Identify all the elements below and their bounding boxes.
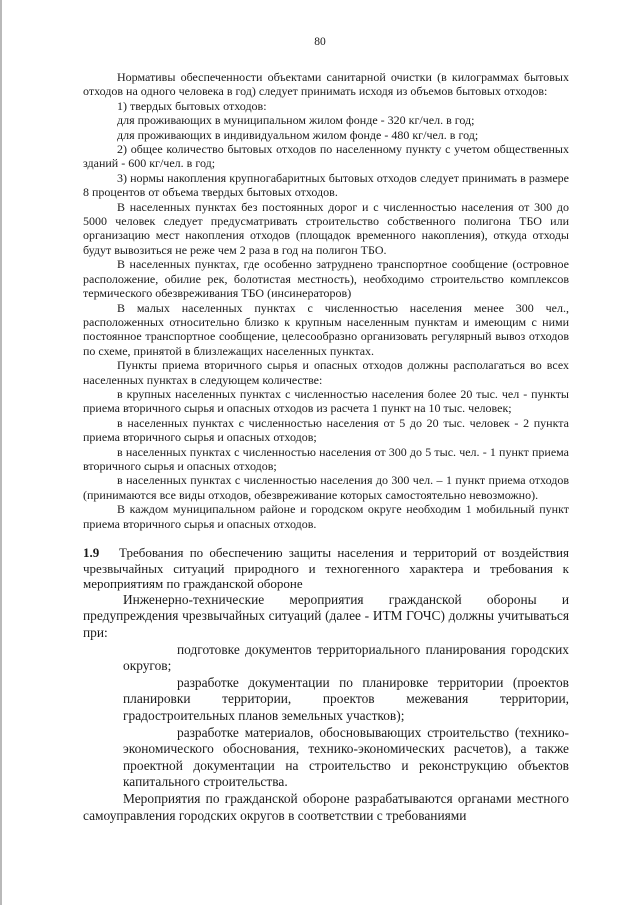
document-body — [83, 70, 569, 824]
list-item: 1) твердых бытовых отходов: — [117, 98, 267, 113]
list-item: 2) общее количество бытовых отходов по населенному пункту с учетом общественных зданий - 600 кг/чел. в год; — [83, 142, 569, 171]
section-title: Требования по обеспечению защиты населения и территорий от воздействия чрезвычайных ситуаций природного и техногенного характера и требования к мероприятиям по гражданской обороне — [83, 545, 569, 592]
paragraph: Пункты приема вторичного сырья и опасных отходов должны располагаться во всех населенных пунктах в следующем количестве: — [83, 358, 569, 387]
section-heading — [83, 545, 569, 592]
page-number: 80 — [314, 36, 326, 48]
list-item: 3) нормы накопления крупногабаритных бытовых отходов следует принимать в размере 8 процентов от объема твердых бытовых отходов. — [83, 170, 569, 200]
list-item: в населенных пунктах с численностью населения до 300 чел. – 1 пункт приема отходов (принимаются все виды отходов, обезвреживание которых самостоятельно невозможно). — [83, 473, 569, 502]
list-item: в населенных пунктах с численностью населения от 300 до 5 тыс. чел. - 1 пункт приема вторичного сырья и опасных отходов; — [83, 444, 569, 473]
section-number: 1.9 — [83, 545, 100, 560]
paragraph: Мероприятия по гражданской обороне разрабатываются органами местного самоуправления городских округов в соответствии с требованиями — [83, 790, 569, 823]
paragraph: В населенных пунктах, где особенно затруднено транспортное сообщение (островное расположение, обилие рек, болотистая местность), необходимо строительство комплексов термического обезвреживания ТБО (инсинераторов) — [83, 257, 569, 301]
paragraph: Нормативы обеспеченности объектами санитарной очистки (в килограммах бытовых отходов на одного человека в год) следует принимать исходя из объемов бытовых отходов: — [83, 70, 569, 99]
scan-edge — [0, 0, 2, 905]
list-item: в крупных населенных пунктах с численностью населения более 20 тыс. чел - пункты приема вторичного сырья и опасных отходов из расчета 1 пункт на 10 тыс. человек; — [83, 386, 569, 416]
list-item: подготовке документов территориального планирования городских округов; — [123, 641, 569, 674]
paragraph: Инженерно-технические мероприятия гражданской обороны и предупреждения чрезвычайных ситуаций (далее - ИТМ ГОЧС) должны учитываться при: — [83, 591, 569, 640]
list-item: для проживающих в муниципальном жилом фонде - 320 кг/чел. в год; — [117, 113, 475, 128]
paragraph: В малых населенных пунктах с численностью населения менее 300 чел., расположенных относительно близко к крупным населенным пунктам и имеющим с ними постоянное транспортное сообщение, целесообразно организовать регулярный вывоз отходов по схеме, принятой в близлежащих населенных пунктах. — [83, 300, 569, 358]
paragraph: В каждом муниципальном районе и городском округе необходим 1 мобильный пункт приема вторичного сырья и опасных отходов. — [83, 502, 569, 531]
list-item: для проживающих в индивидуальном жилом фонде - 480 кг/чел. в год; — [117, 127, 479, 142]
list-item: разработке материалов, обосновывающих строительство (технико-экономического обоснования, технико-экономических расчетов), а также проектной документации на строительство и реконструкцию объектов капитального строительства. — [123, 724, 569, 790]
list-item: разработке документации по планировке территории (проектов планировки территории, проектов межевания территории, градостроительных планов земельных участков); — [123, 674, 569, 723]
list-item: в населенных пунктах с численностью населения от 5 до 20 тыс. человек - 2 пункта приема вторичного сырья и опасных отходов; — [83, 415, 569, 445]
paragraph: В населенных пунктах без постоянных дорог и с численностью населения от 300 до 5000 человек следует предусматривать строительство собственного полигона ТБО или организацию мест накопления отходов (площадок временного накопления), откуда отходы будут вывозиться не реже чем 2 раза в год на полигон ТБО. — [83, 199, 569, 257]
